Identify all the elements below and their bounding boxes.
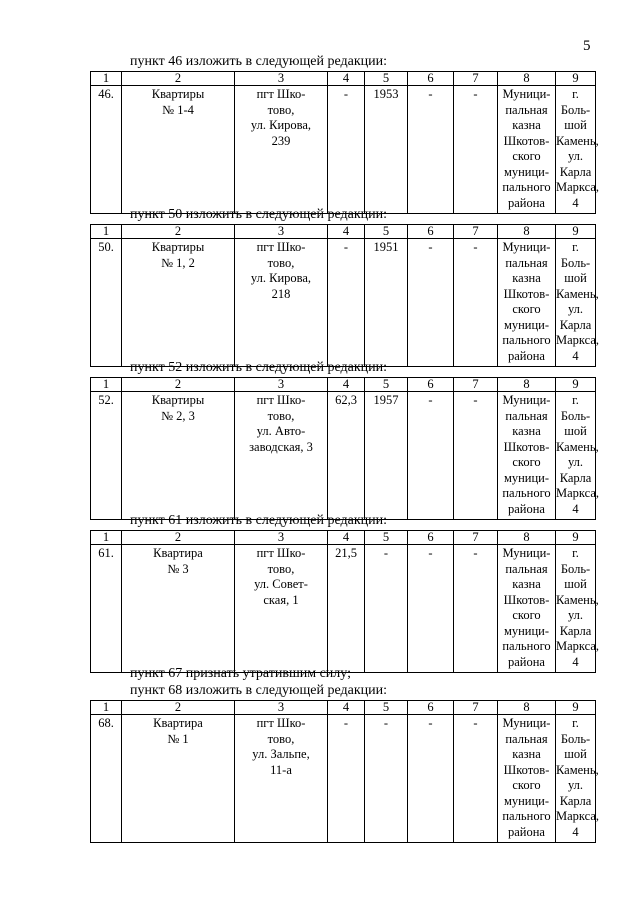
table-row [91, 545, 596, 673]
column-header: 2 [122, 72, 235, 86]
section-heading: пункт 67 признать утратившим силу; [130, 666, 351, 681]
column-header: 4 [328, 378, 365, 392]
object-name: Квартира № 1 [153, 716, 203, 746]
column-header: 7 [454, 378, 498, 392]
column-header: 8 [498, 378, 556, 392]
column-header: 7 [454, 701, 498, 715]
column-header: 2 [122, 531, 235, 545]
column-header: 3 [235, 72, 328, 86]
section-heading: пункт 68 изложить в следующей редакции: [130, 683, 387, 698]
column-header: 5 [365, 701, 408, 715]
row-number: 68. [98, 716, 114, 730]
holder-address-cell: г. Боль- шой Камень, ул. Карла Маркса, 4 [556, 87, 600, 210]
holder-cell: Муници- пальная казна Шкотов- ского муници- пального района [502, 716, 551, 839]
column-header: 6 [408, 378, 454, 392]
column-header: 6 [408, 72, 454, 86]
table-cell: - [428, 716, 433, 730]
column-header-row [91, 225, 596, 239]
area-cell: - [343, 716, 349, 730]
column-header: 1 [91, 225, 122, 239]
table-row [91, 715, 596, 843]
section-heading: пункт 46 изложить в следующей редакции: [130, 54, 387, 69]
object-name: Квартиры № 2, 3 [151, 393, 205, 423]
column-header: 6 [408, 225, 454, 239]
table-row [91, 392, 596, 520]
holder-address-cell: г. Боль- шой Камень, ул. Карла Маркса, 4 [556, 546, 600, 669]
column-header: 9 [556, 378, 596, 392]
column-header: 1 [91, 701, 122, 715]
column-header: 4 [328, 531, 365, 545]
table-cell: - [473, 546, 478, 560]
row-number: 61. [98, 546, 114, 560]
column-header: 2 [122, 225, 235, 239]
object-address: пгт Шко- тово, ул. Кирова, 239 [250, 87, 312, 148]
column-header: 2 [122, 701, 235, 715]
row-number: 52. [98, 393, 114, 407]
table-cell: - [473, 87, 478, 101]
column-header: 9 [556, 531, 596, 545]
column-header: 8 [498, 531, 556, 545]
column-header: 4 [328, 72, 365, 86]
holder-address-cell: г. Боль- шой Камень, ул. Карла Маркса, 4 [556, 716, 600, 839]
holder-cell: Муници- пальная казна Шкотов- ского муници- пального района [502, 87, 551, 210]
section-heading: пункт 61 изложить в следующей редакции: [130, 513, 387, 528]
table-cell: - [428, 87, 433, 101]
column-header: 7 [454, 531, 498, 545]
area-cell: 21,5 [335, 546, 357, 560]
object-name: Квартиры № 1-4 [151, 87, 205, 117]
column-header: 6 [408, 701, 454, 715]
page-number: 5 [583, 38, 591, 54]
object-address: пгт Шко- тово, ул. Кирова, 218 [250, 240, 312, 301]
year-cell: - [383, 716, 389, 730]
column-header-row [91, 701, 596, 715]
area-cell: - [343, 240, 349, 254]
column-header-row [91, 72, 596, 86]
column-header: 3 [235, 531, 328, 545]
table-row [91, 86, 596, 214]
table-cell: - [473, 393, 478, 407]
table-cell: - [428, 393, 433, 407]
table-cell: - [473, 240, 478, 254]
column-header: 5 [365, 531, 408, 545]
column-header: 3 [235, 701, 328, 715]
column-header: 7 [454, 72, 498, 86]
column-header: 4 [328, 225, 365, 239]
year-cell: 1957 [373, 393, 399, 407]
table-cell: - [473, 716, 478, 730]
property-table [90, 530, 600, 673]
column-header: 5 [365, 72, 408, 86]
column-header: 2 [122, 378, 235, 392]
object-name: Квартира № 3 [153, 546, 203, 576]
area-cell: 62,3 [335, 393, 357, 407]
holder-cell: Муници- пальная казна Шкотов- ского муници- пального района [502, 240, 551, 363]
column-header: 3 [235, 378, 328, 392]
year-cell: 1951 [373, 240, 399, 254]
section-heading: пункт 50 изложить в следующей редакции: [130, 207, 387, 222]
column-header: 1 [91, 531, 122, 545]
object-address: пгт Шко- тово, ул. Совет- ская, 1 [254, 546, 308, 607]
property-table [90, 71, 600, 214]
object-name: Квартиры № 1, 2 [151, 240, 205, 270]
column-header: 8 [498, 225, 556, 239]
holder-cell: Муници- пальная казна Шкотов- ского муници- пального района [502, 393, 551, 516]
table-cell: - [428, 240, 433, 254]
table-row [91, 239, 596, 367]
column-header: 9 [556, 701, 596, 715]
holder-address-cell: г. Боль- шой Камень, ул. Карла Маркса, 4 [556, 240, 600, 363]
section-heading: пункт 52 изложить в следующей редакции: [130, 360, 387, 375]
column-header: 5 [365, 225, 408, 239]
year-cell: - [383, 546, 389, 560]
property-table [90, 700, 600, 843]
column-header: 8 [498, 701, 556, 715]
holder-cell: Муници- пальная казна Шкотов- ского муници- пального района [502, 546, 551, 669]
column-header: 9 [556, 72, 596, 86]
column-header: 1 [91, 378, 122, 392]
object-address: пгт Шко- тово, ул. Зальпе, 11-а [252, 716, 310, 777]
property-table [90, 224, 600, 367]
year-cell: 1953 [373, 87, 399, 101]
column-header-row [91, 531, 596, 545]
column-header: 6 [408, 531, 454, 545]
column-header: 1 [91, 72, 122, 86]
column-header: 9 [556, 225, 596, 239]
property-table [90, 377, 600, 520]
table-cell: - [428, 546, 433, 560]
column-header: 4 [328, 701, 365, 715]
area-cell: - [343, 87, 349, 101]
object-address: пгт Шко- тово, ул. Авто- заводская, 3 [249, 393, 313, 454]
row-number: 46. [98, 87, 114, 101]
column-header-row [91, 378, 596, 392]
column-header: 5 [365, 378, 408, 392]
holder-address-cell: г. Боль- шой Камень, ул. Карла Маркса, 4 [556, 393, 600, 516]
column-header: 7 [454, 225, 498, 239]
column-header: 3 [235, 225, 328, 239]
row-number: 50. [98, 240, 114, 254]
column-header: 8 [498, 72, 556, 86]
